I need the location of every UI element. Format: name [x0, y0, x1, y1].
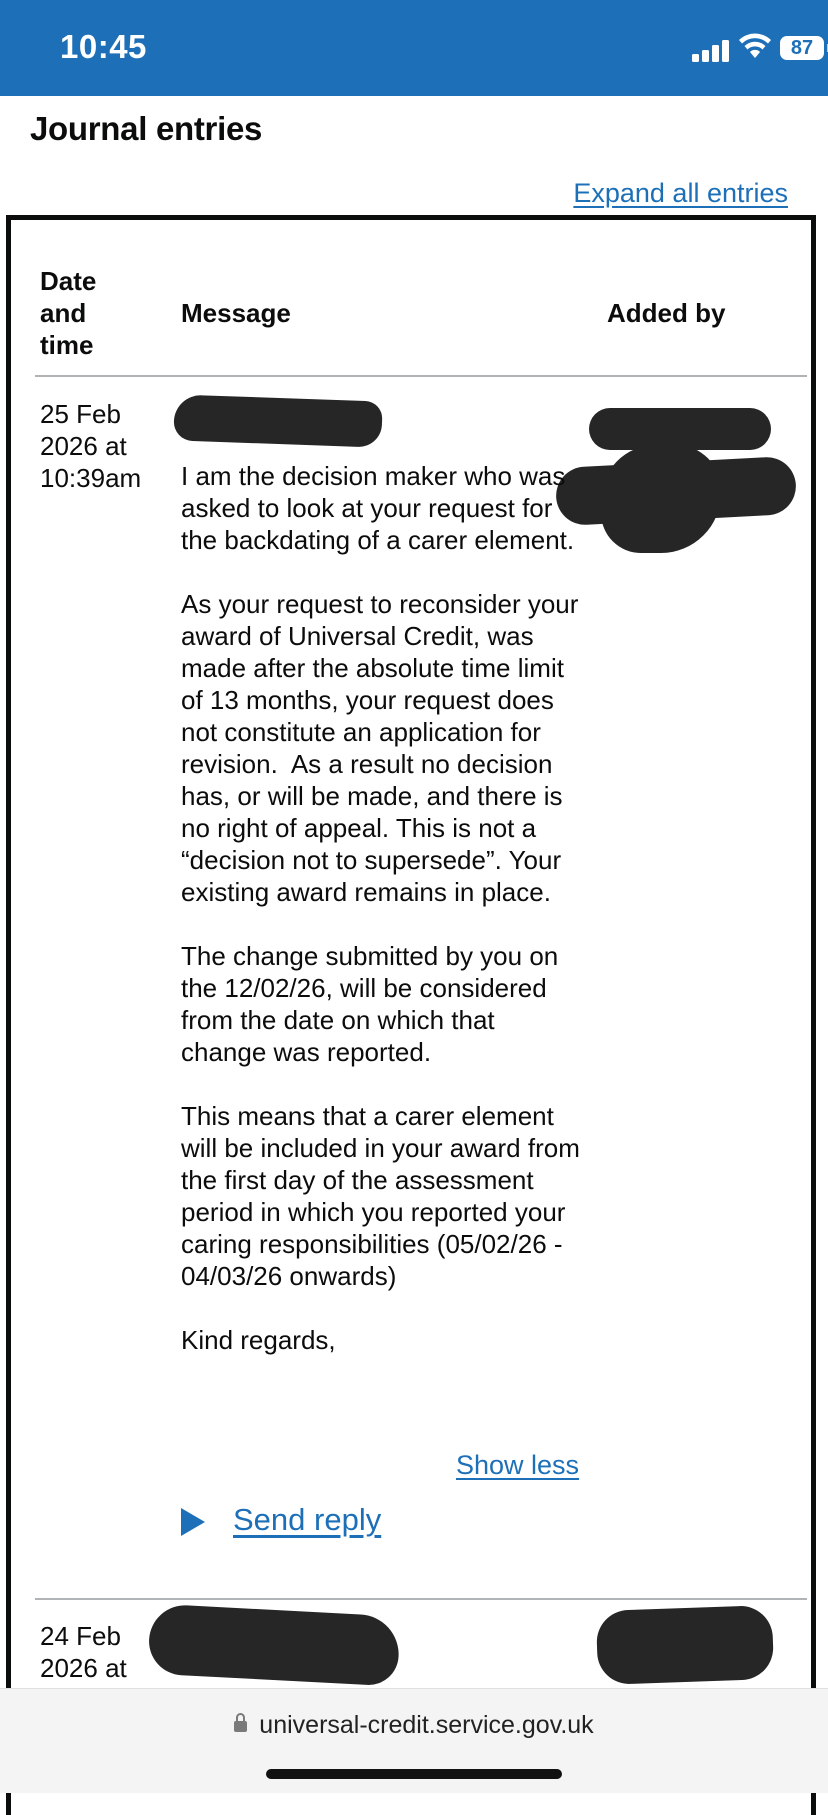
journal-table: [6, 215, 816, 1815]
expand-all-entries-link[interactable]: Expand all entries: [573, 178, 788, 208]
entry-date-time: 25 Feb 2026 at 10:39am: [40, 399, 142, 493]
show-less-link[interactable]: Show less: [456, 1450, 580, 1480]
redacted-added-by: [589, 408, 771, 450]
battery-icon: 87: [780, 36, 824, 60]
entry-message-body: I am the decision maker who was asked to look at your request for the backdating of a carer element. As your request to reconsider your award of Universal Credit, was made after the absolute time limit of 13 months, your request does not constitute an application for revision. As a result no decision has, or will be made, and there is no right of appeal. This is not a “decision not to supersede”. Your existing award remains in place. The change submitted by you on the 12/02/26, will be considered from the date on which that change was reported. This means that a carer element will be included in your award from the first day of the assessment period in which you reported your caring responsibilities (05/02/26 - 04/03/26 onwards) Kind regards,: [181, 461, 580, 1355]
page-title: Journal entries: [30, 110, 263, 147]
entry-date-time: 24 Feb 2026 at: [40, 1621, 127, 1683]
redacted-added-by: [601, 445, 721, 553]
wifi-icon: [738, 32, 772, 60]
status-time: 10:45: [60, 28, 147, 65]
triangle-right-icon: [181, 1508, 205, 1536]
column-header-message: Message: [181, 298, 291, 328]
header-divider: [35, 375, 807, 377]
column-header-date-time: Date and time: [40, 266, 97, 360]
home-indicator[interactable]: [266, 1769, 562, 1779]
row-divider: [35, 1598, 807, 1600]
column-header-added-by: Added by: [607, 298, 726, 328]
cellular-signal-icon: [692, 40, 730, 62]
browser-url-bar[interactable]: [0, 1711, 828, 1740]
status-bar: [0, 0, 828, 96]
send-reply-link[interactable]: Send reply: [233, 1502, 382, 1537]
redacted-added-by: [596, 1605, 774, 1685]
redacted-message-subject: [147, 1604, 400, 1687]
browser-bottom-bar: [0, 1688, 828, 1793]
browser-url: universal-credit.service.gov.uk: [259, 1711, 594, 1739]
lock-icon: [234, 1721, 247, 1732]
redacted-message-subject: [173, 394, 382, 447]
